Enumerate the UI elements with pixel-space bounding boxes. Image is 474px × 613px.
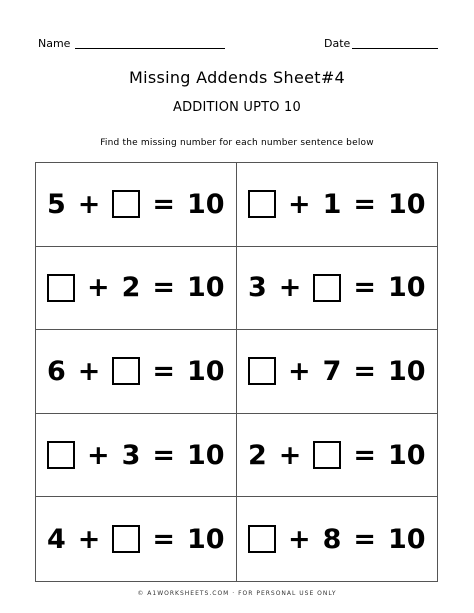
equals-sign: = [353, 272, 376, 304]
problem-cell [237, 247, 438, 331]
plus-sign: + [77, 523, 101, 555]
answer-box[interactable] [313, 274, 341, 302]
problem-cell [36, 163, 237, 247]
sum-value: 10 [387, 188, 426, 220]
problem-cell [36, 414, 237, 498]
equals-sign: = [353, 355, 376, 387]
worksheet-subtitle: ADDITION UPTO 10 [172, 100, 301, 115]
addend-a: 2 [247, 439, 267, 471]
plus-sign: + [86, 439, 110, 471]
plus-sign: + [287, 355, 311, 387]
problem-cell [237, 163, 438, 247]
problem-grid [35, 162, 438, 582]
sum-value: 10 [387, 439, 426, 471]
answer-box[interactable] [112, 190, 140, 218]
sum-value: 10 [387, 355, 426, 387]
equals-sign: = [152, 439, 175, 471]
plus-sign: + [77, 188, 101, 220]
addend-b: 2 [121, 272, 141, 304]
answer-box[interactable] [248, 357, 276, 385]
addend-a: 3 [247, 272, 267, 304]
plus-sign: + [77, 355, 101, 387]
answer-box[interactable] [112, 357, 140, 385]
answer-box[interactable] [248, 525, 276, 553]
instructions: Find the missing number for each number sentence below [100, 138, 374, 148]
name-date-row [38, 37, 438, 53]
addend-b: 7 [322, 355, 342, 387]
sum-value: 10 [186, 272, 225, 304]
equals-sign: = [152, 523, 175, 555]
sum-value: 10 [387, 272, 426, 304]
equals-sign: = [152, 188, 175, 220]
name-field[interactable] [75, 48, 225, 49]
problem-cell [36, 247, 237, 331]
plus-sign: + [287, 523, 311, 555]
answer-box[interactable] [47, 441, 75, 469]
equals-sign: = [353, 439, 376, 471]
equals-sign: = [152, 272, 175, 304]
addend-a: 4 [46, 523, 66, 555]
answer-box[interactable] [112, 525, 140, 553]
name-label: Name [38, 37, 71, 50]
footer-note: © A1WORKSHEETS.COM · FOR PERSONAL USE ONLY [137, 590, 337, 597]
plus-sign: + [86, 272, 110, 304]
sum-value: 10 [186, 439, 225, 471]
problem-cell [237, 330, 438, 414]
problem-cell [237, 497, 438, 581]
sum-value: 10 [186, 355, 225, 387]
plus-sign: + [278, 272, 302, 304]
equals-sign: = [353, 188, 376, 220]
answer-box[interactable] [47, 274, 75, 302]
answer-box[interactable] [248, 190, 276, 218]
problem-cell [36, 330, 237, 414]
equals-sign: = [152, 355, 175, 387]
addend-b: 3 [121, 439, 141, 471]
addend-b: 1 [322, 188, 342, 220]
sum-value: 10 [186, 188, 225, 220]
plus-sign: + [287, 188, 311, 220]
worksheet-title: Missing Addends Sheet#4 [128, 68, 346, 87]
addend-a: 6 [46, 355, 66, 387]
plus-sign: + [278, 439, 302, 471]
sum-value: 10 [186, 523, 225, 555]
problem-cell [36, 497, 237, 581]
answer-box[interactable] [313, 441, 341, 469]
sum-value: 10 [387, 523, 426, 555]
problem-cell [237, 414, 438, 498]
addend-a: 5 [46, 188, 66, 220]
date-label: Date [324, 37, 351, 50]
date-field[interactable] [352, 48, 438, 49]
addend-b: 8 [322, 523, 342, 555]
equals-sign: = [353, 523, 376, 555]
